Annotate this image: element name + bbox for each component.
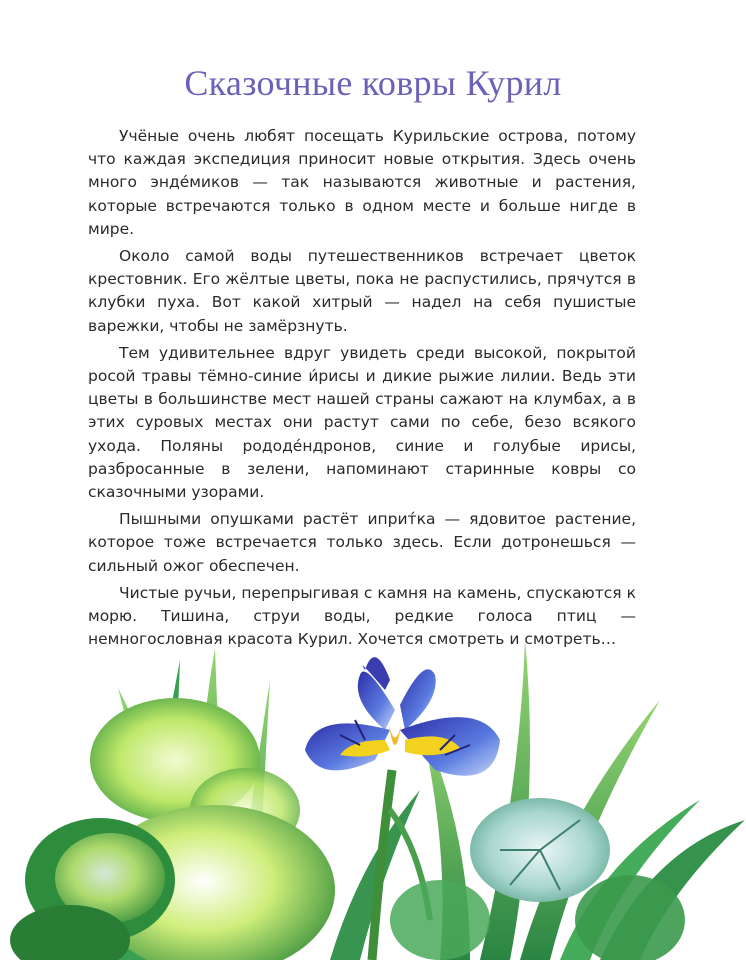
paragraph-1: Учёные очень любят посещать Курильские острова, потому что каждая экспедиция приносит новые открытия. Здесь очень много эндéмиков — так называются животные и растения, которые встречаются только в одном месте и больше нигде в мире.: [88, 127, 636, 238]
page-title: Сказочные ковры Курил: [184, 63, 562, 103]
leaves-left: [10, 698, 335, 960]
iris-flower-illustration: [0, 620, 746, 960]
paragraph-4: Пышными опушками растёт иприт́ка — ядовитое растение, которое тоже встречается только здесь. Если дотронешься — сильный ожог обеспечен.: [88, 510, 636, 575]
paragraph-5: Чистые ручьи, перепрыгивая с камня на камень, спускаются к морю. Тишина, струи воды, редкие голоса птиц — немногословная красота Курил. Хочется смотреть и смотреть…: [88, 583, 636, 649]
paragraph-3: Тем удивительнее вдруг увидеть среди высокой, покрытой росой травы тёмно-синие и́рисы и дикие рыжие лилии. Ведь эти цветы в большинстве мест нашей страны сажают на клумбах, а в этих суровых местах они растут сами по себе, безо всякого ухода. Поляны рододéндронов, синие и голубые ирисы, разбросанные в зелени, напоминают старинные ковры со сказочными узорами.: [88, 343, 636, 502]
body-text: [88, 125, 636, 655]
paragraph-2: Около самой воды путешественников встречает цветок крестовник. Его жёлтые цветы, пока не распустились, прячутся в клубки пуха. Вот какой хитрый — надел на себя пушистые варежки, чтобы не замёрзнуть.: [88, 247, 636, 335]
iris-flower: [305, 657, 500, 776]
